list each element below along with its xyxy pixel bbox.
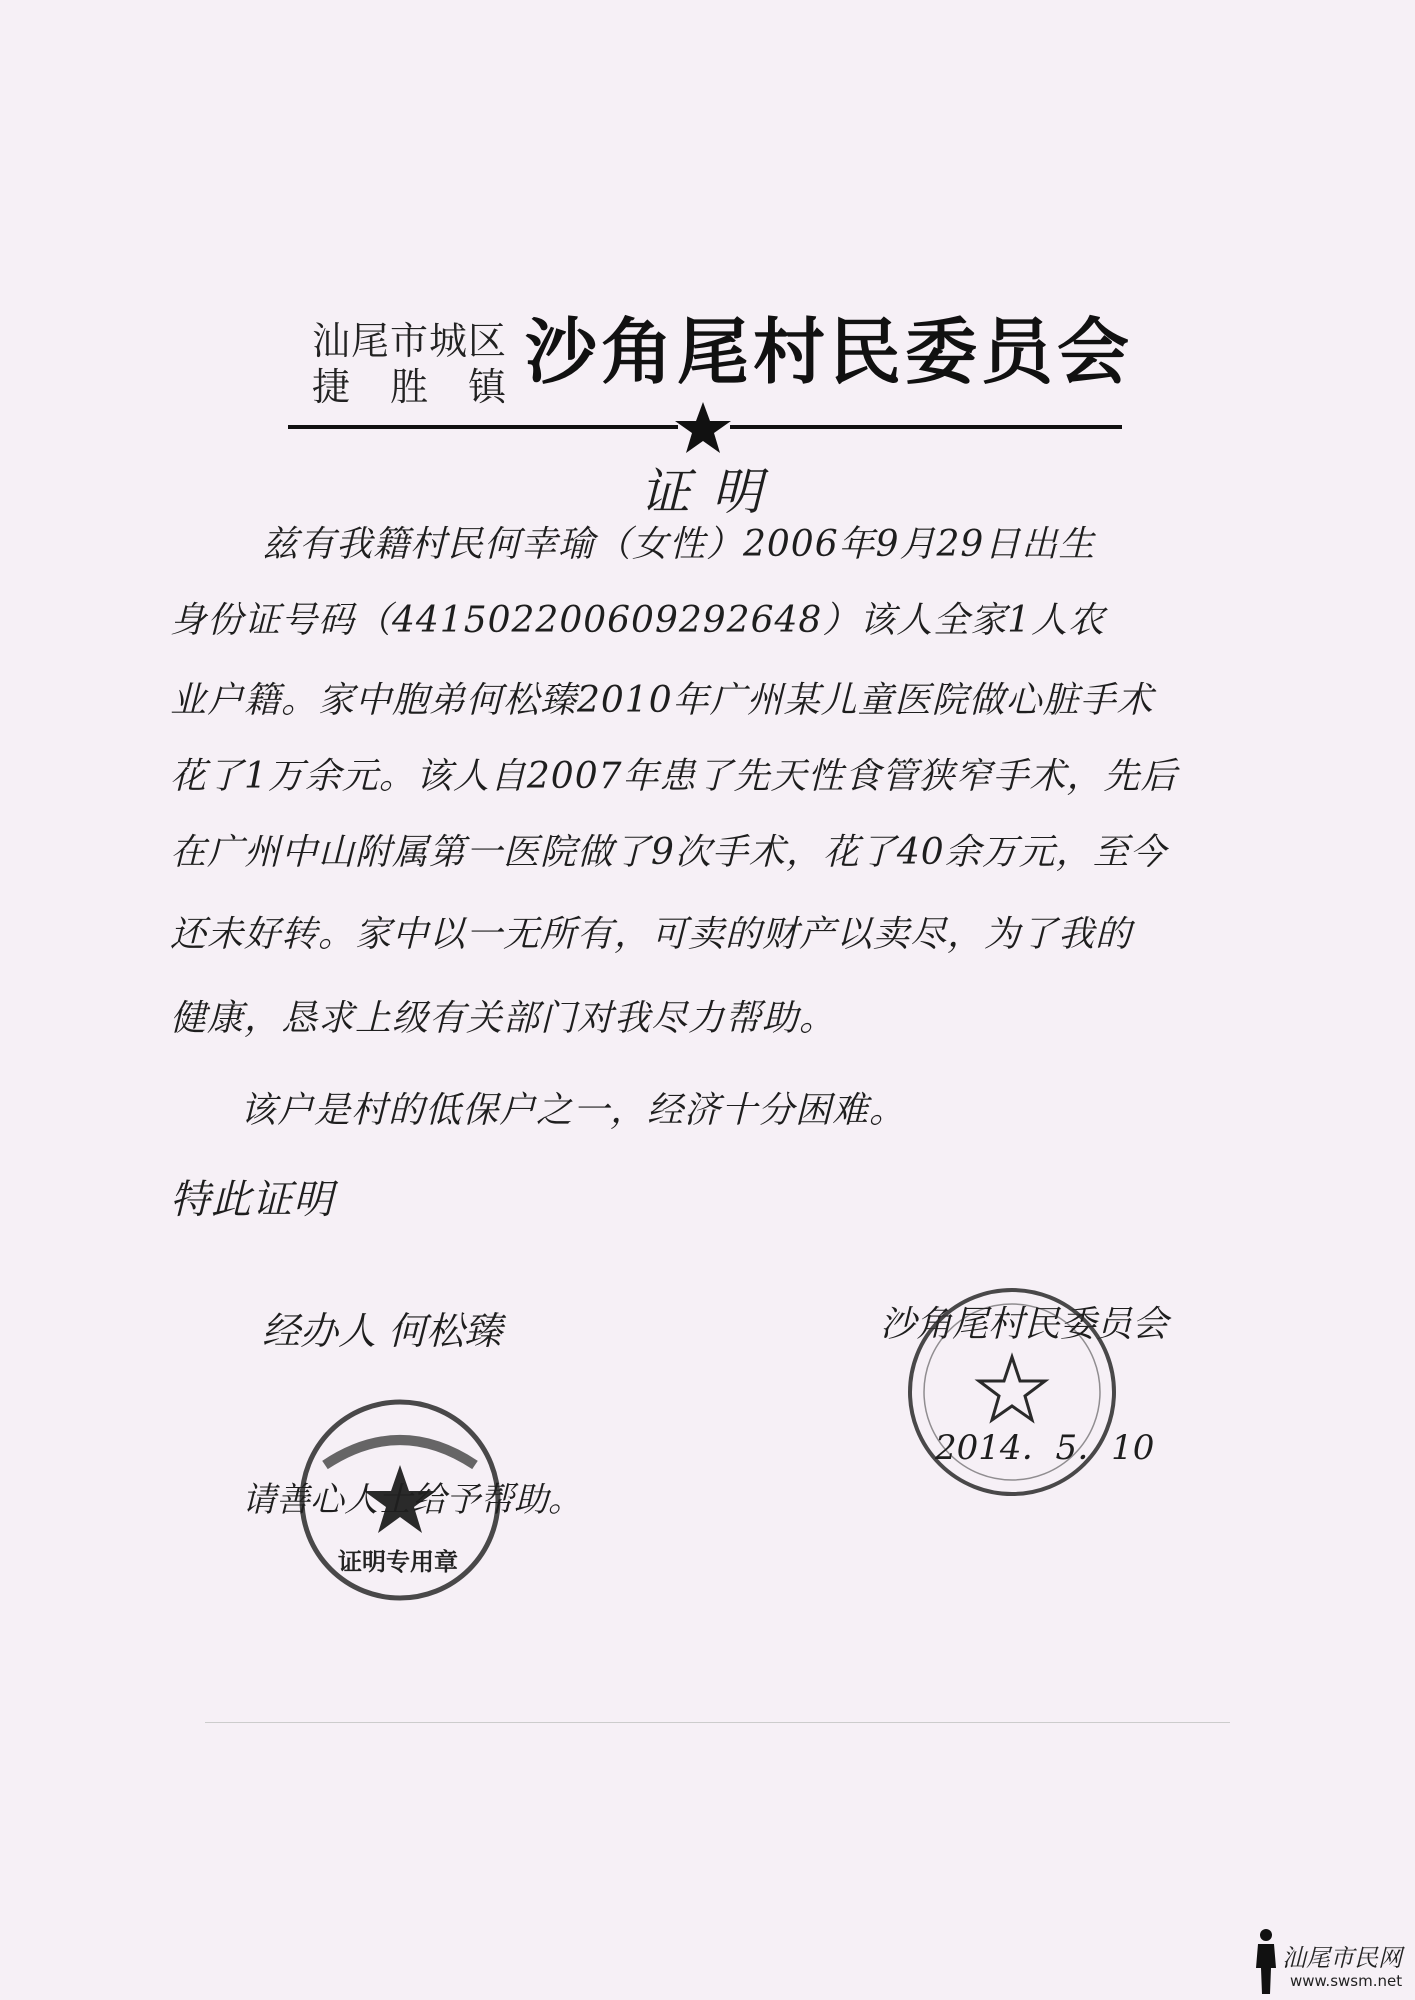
body-line-8: 该户是村的低保户之一，经济十分困难。	[240, 1090, 907, 1131]
watermark-url: www.swsm.net	[1290, 1972, 1403, 1990]
body-line-5: 在广州中山附属第一医院做了9次手术，花了40余万元，至今	[170, 832, 1167, 873]
committee-signature: 沙角尾村民委员会	[880, 1304, 1169, 1345]
letterhead-organization: 沙角尾村民委员会	[525, 310, 1134, 394]
watermark-site-name: 汕尾市民网	[1282, 1944, 1402, 1972]
body-line-2: 身份证号码（441502200609292648）该人全家1人农	[170, 600, 1106, 641]
letterhead-town: 捷 胜 镇	[312, 365, 521, 409]
body-line-4: 花了1万余元。该人自2007年患了先天性食管狭窄手术，先后	[170, 756, 1178, 797]
body-line-6: 还未好转。家中以一无所有，可卖的财产以卖尽，为了我的	[170, 914, 1133, 955]
body-line-1: 兹有我籍村民何幸瑜（女性）2006年9月29日出生	[262, 524, 1096, 565]
request-note: 请善心人士给予帮助。	[242, 1480, 582, 1520]
seal-label: 证明专用章	[338, 1548, 458, 1576]
letterhead-district-block	[312, 318, 521, 410]
handler-signature: 经办人 何松臻	[262, 1309, 503, 1353]
signature-date: 2014．5．10	[935, 1428, 1155, 1468]
star-icon	[672, 400, 734, 456]
person-silhouette-icon	[1252, 1928, 1280, 1996]
page-edge-line	[205, 1722, 1230, 1723]
site-watermark	[1252, 1928, 1412, 1996]
closing-statement: 特此证明	[170, 1177, 334, 1223]
letterhead-rule-left	[288, 425, 678, 429]
letterhead-rule-right	[730, 425, 1122, 429]
letterhead-district: 汕尾市城区	[312, 319, 508, 363]
document-title: 证明	[640, 463, 784, 521]
body-line-3: 业户籍。家中胞弟何松臻2010年广州某儿童医院做心脏手术	[170, 680, 1154, 721]
body-line-7: 健康，恳求上级有关部门对我尽力帮助。	[170, 998, 837, 1039]
